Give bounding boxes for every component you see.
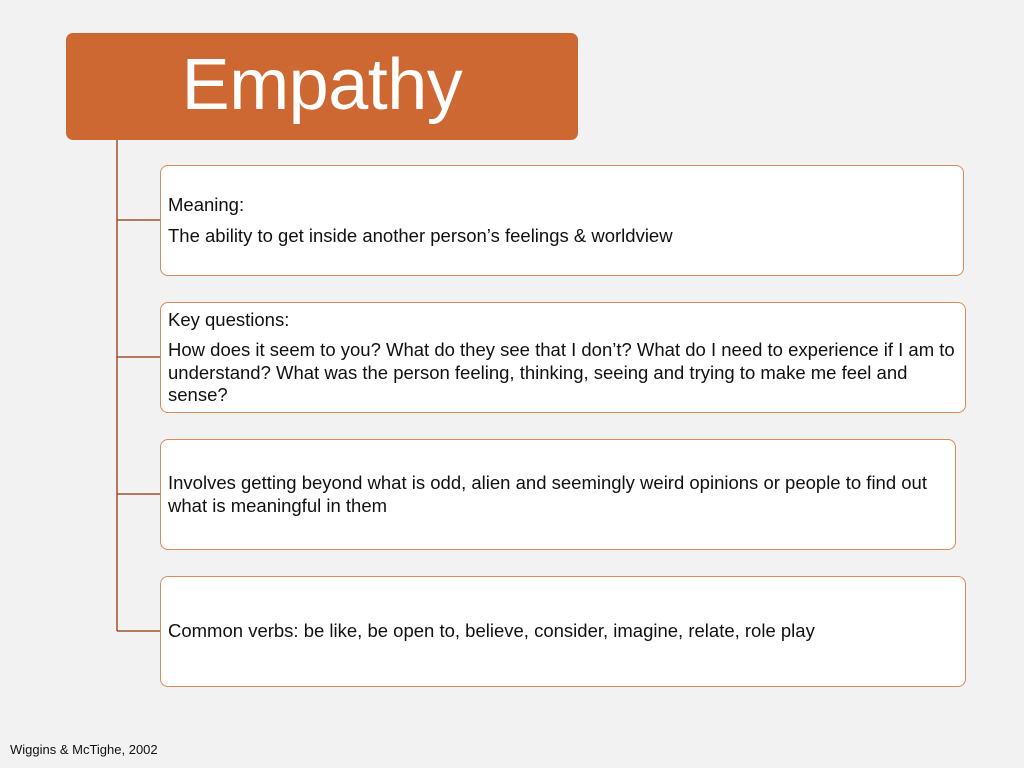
diagram-title: Empathy [181, 45, 463, 125]
card-involves [160, 439, 956, 550]
card-text: Involves getting beyond what is odd, alien and seemingly weird opinions or people to find out what is meaningful in them [168, 472, 927, 516]
card-text: Common verbs: be like, be open to, believe, consider, imagine, relate, role play [168, 620, 815, 642]
card-text: The ability to get inside another person’s feelings & worldview [168, 224, 673, 246]
card-meaning [160, 165, 964, 276]
card-common-verbs [160, 576, 966, 687]
card-text: How does it seem to you? What do they see that I don’t? What do I need to experience if I am to understand? What was the person feeling, thinking, seeing and trying to make me feel and sense? [168, 339, 955, 405]
card-label: Meaning: [168, 194, 245, 215]
citation-footer: Wiggins & McTighe, 2002 [10, 742, 158, 757]
card-label: Key questions: [168, 308, 290, 330]
card-key-questions [160, 302, 966, 413]
